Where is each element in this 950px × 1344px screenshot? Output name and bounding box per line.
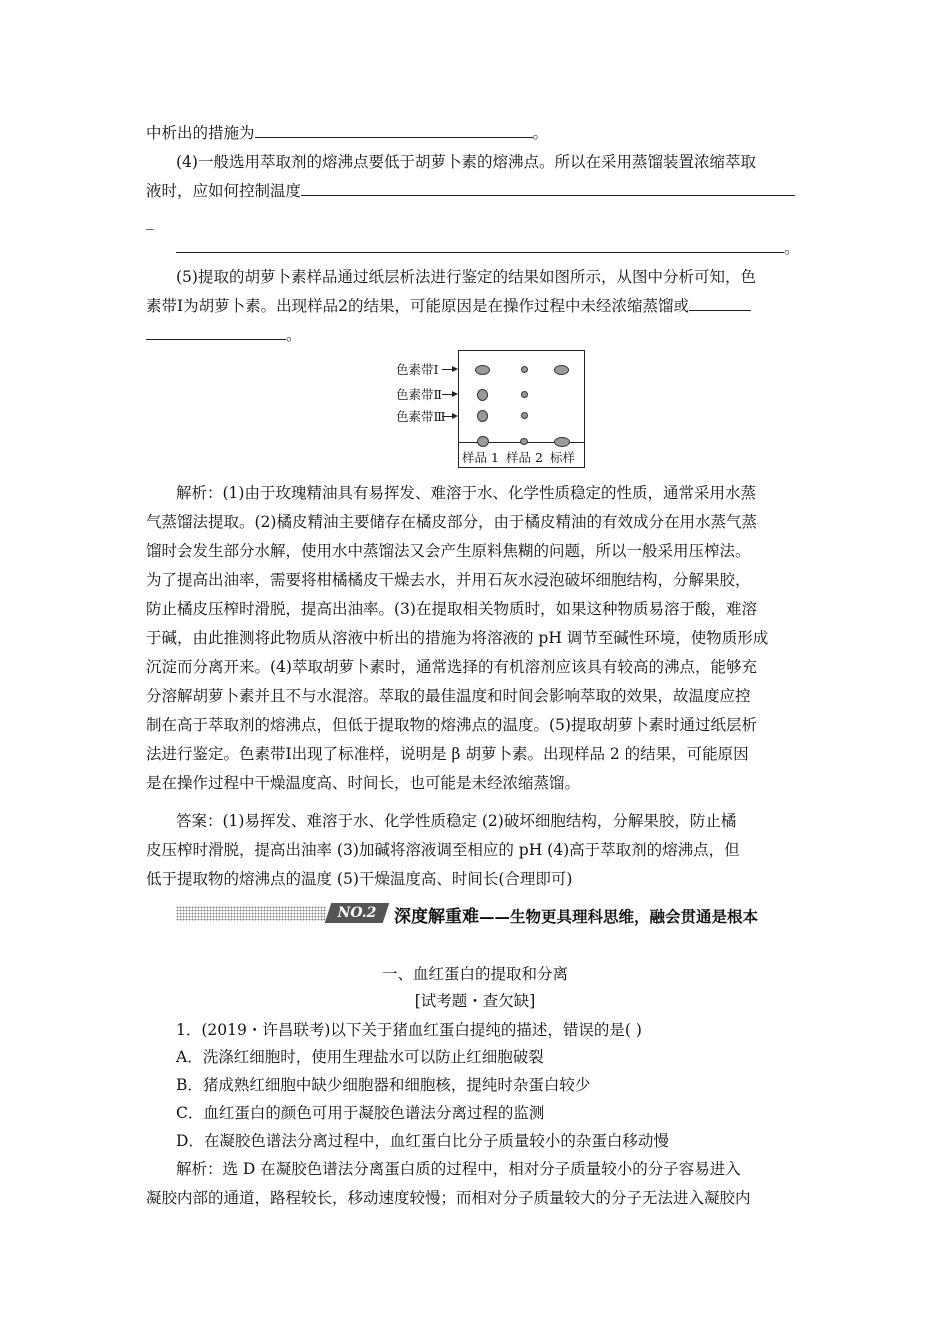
option-a[interactable]: A．洗涤红细胞时，使用生理盐水可以防止红细胞破裂 [176,1048,544,1066]
sample-label: 样品 1 [462,450,499,465]
answer-blank[interactable] [146,324,286,340]
analysis-line: 沉淀而分离开来。(4)萃取胡萝卜素时，通常选择的有机溶剂应该具有较高的沸点，能够充 [146,658,757,676]
analysis-line: 防止橘皮压榨时滑脱，提高出油率。(3)在提取相关物质时，如果这种物质易溶于酸，难溶 [146,600,757,618]
origin-spot [477,436,489,447]
answer-blank[interactable] [176,237,784,253]
origin-spot [520,438,528,445]
answer-blank[interactable] [301,180,795,196]
chromatography-figure [396,350,586,468]
banner-subtitle: ——生物更具理科思维，融会贯通是根本 [479,908,759,926]
analysis-line: 解析：选 D 在凝胶色谱法分离蛋白质的过程中，相对分子质量较小的分子容易进入 [176,1160,741,1178]
answer-line: 低于提取物的熔沸点的温度 (5)干燥温度高、时间长(合理即可) [146,870,573,888]
option-b[interactable]: B．猪成熟红细胞中缺少细胞器和细胞核，提纯时杂蛋白较少 [176,1076,591,1094]
section-number-badge: NO.2 [325,903,389,923]
text-line: 。 [176,237,800,259]
analysis-line: 气蒸馏法提取。(2)橘皮精油主要储存在橘皮部分，由于橘皮精油的有效成分在用水蒸气蒸 [146,513,757,531]
text-line: 中析出的措施为 。 [146,124,549,142]
answer-line: 皮压榨时滑脱，提高出油率 (3)加碱将溶液调至相应的 pH (4)高于萃取剂的熔沸点，但 [146,841,740,859]
band-label: 色素带Ⅰ [396,362,439,377]
analysis-line: 解析：(1)由于玫瑰精油具有易挥发、难溶于水、化学性质稳定的性质，通常采用水蒸 [176,484,756,502]
pigment-spot [521,391,528,398]
arrow-icon [442,394,456,395]
sample-label: 标样 [550,450,576,465]
pigment-spot [521,366,528,373]
band-label: 色素带Ⅲ [396,409,446,424]
text-line: (4)一般选用萃取剂的熔沸点要低于胡萝卜素的熔沸点。所以在采用蒸馏装置浓缩萃取 [176,153,756,171]
banner-dot-pattern [176,906,326,921]
sample-label: 样品 2 [506,450,543,465]
arrow-icon [442,416,456,417]
analysis-line: 于碱，由此推测将此物质从溶液中析出的措施为将溶液的 pH 调节至碱性环境，使物质形成 [146,629,769,647]
text-line: 。 [146,324,302,346]
answer-blank[interactable] [689,295,751,311]
pigment-spot [477,389,488,401]
section-heading: 一、血红蛋白的提取和分离 [381,965,568,983]
option-d[interactable]: D．在凝胶色谱法分离过程中，血红蛋白比分子质量较小的杂蛋白移动慢 [176,1132,669,1150]
origin-spot [554,437,570,447]
answer-line: 答案：(1)易挥发、难溶于水、化学性质稳定 (2)破坏细胞结构，分解果胶，防止橘 [176,812,737,830]
section-banner [176,902,816,928]
text-line: _ [146,212,154,230]
analysis-line: 制在高于萃取剂的熔沸点，但低于提取物的熔沸点的温度。(5)提取胡萝卜素时通过纸层析 [146,716,757,734]
analysis-line: 为了提高出油率，需要将柑橘橘皮干燥去水，并用石灰水浸泡破坏细胞结构，分解果胶， [146,571,751,589]
pigment-spot [477,410,488,422]
question-stem: 1．(2019・许昌联考)以下关于猪血红蛋白提纯的描述，错误的是( ) [176,1021,642,1039]
option-c[interactable]: C．血红蛋白的颜色可用于凝胶色谱法分离过程的监测 [176,1104,545,1122]
band-label: 色素带Ⅱ [396,387,442,402]
section-subheading: [试考题・查欠缺] [414,992,536,1010]
analysis-line: 是在操作过程中干燥温度高、时间长，也可能是未经浓缩蒸馏。 [146,774,581,792]
text-line: (5)提取的胡萝卜素样品通过纸层析法进行鉴定的结果如图所示，从图中分析可知，色 [176,268,756,286]
pigment-spot [475,365,490,375]
pigment-spot [554,365,569,375]
analysis-line: 凝胶内部的通道，路程较长，移动速度较慢；而相对分子质量较大的分子无法进入凝胶内 [146,1189,751,1207]
banner-title: 深度解重难——生物更具理科思维，融会贯通是根本 [394,907,759,927]
analysis-line: 分溶解胡萝卜素并且不与水混溶。萃取的最佳温度和时间会影响萃取的效果，故温度应控 [146,687,751,705]
text-line: 液时，应如何控制温度 [146,180,795,202]
pigment-spot [521,412,528,419]
answer-blank[interactable] [255,122,533,138]
arrow-icon [442,369,456,370]
analysis-line: 馏时会发生部分水解，使用水中蒸馏法又会产生原料焦糊的问题，所以一般采用压榨法。 [146,542,751,560]
analysis-line: 法进行鉴定。色素带Ⅰ出现了标准样，说明是 β 胡萝卜素。出现样品 2 的结果，可能原因 [146,745,749,763]
text-line: 素带Ⅰ为胡萝卜素。出现样品2的结果，可能原因是在操作过程中未经浓缩蒸馏或 [146,295,751,317]
